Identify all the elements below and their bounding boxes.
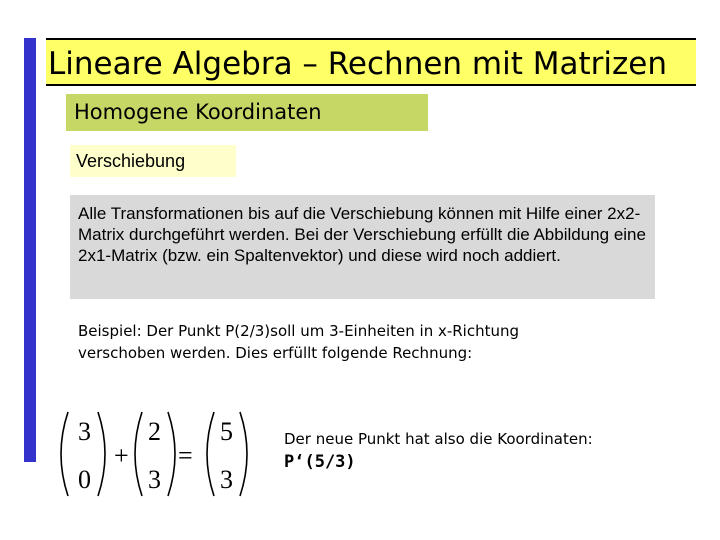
example-line-2: verschoben werden. Dies erfüllt folgende Rechnung:: [78, 344, 473, 362]
vector-a-top: 3: [78, 417, 91, 446]
equation-svg: [56, 408, 256, 500]
vector-c-right-paren: [240, 412, 247, 496]
vector-equation: [56, 408, 256, 500]
topic-label: Verschiebung: [70, 145, 236, 177]
vector-b-bottom: 3: [148, 465, 161, 494]
example-line-1: Beispiel: Der Punkt P(2/3)soll um 3-Einheiten in x-Richtung: [78, 322, 520, 340]
vector-b-left-paren: [135, 412, 142, 496]
vector-c-top: 5: [220, 417, 233, 446]
vector-b-right-paren: [168, 412, 175, 496]
slide-subtitle: Homogene Koordinaten: [66, 94, 428, 131]
info-box: Alle Transformationen bis auf die Verschiebung können mit Hilfe einer 2x2-Matrix durchgeführt werden. Bei der Verschiebung erfüllt die Abbildung eine 2x1-Matrix (bzw. ein Spaltenvektor) und diese wird noch addiert.: [70, 195, 655, 299]
vector-a-right-paren: [98, 412, 105, 496]
equals-sign: =: [178, 441, 193, 470]
plus-sign: +: [114, 441, 129, 470]
vector-a-bottom: 0: [78, 465, 91, 494]
vector-b-top: 2: [148, 417, 161, 446]
example-text: [78, 320, 678, 364]
slide-title: Lineare Algebra – Rechnen mit Matrizen: [46, 38, 696, 86]
vector-c-bottom: 3: [220, 465, 233, 494]
result-point: P‘(5/3): [284, 452, 356, 472]
result-text: Der neue Punkt hat also die Koordinaten:: [284, 430, 593, 448]
vector-a-left-paren: [61, 412, 68, 496]
accent-bar: [24, 38, 36, 462]
vector-c-left-paren: [207, 412, 214, 496]
